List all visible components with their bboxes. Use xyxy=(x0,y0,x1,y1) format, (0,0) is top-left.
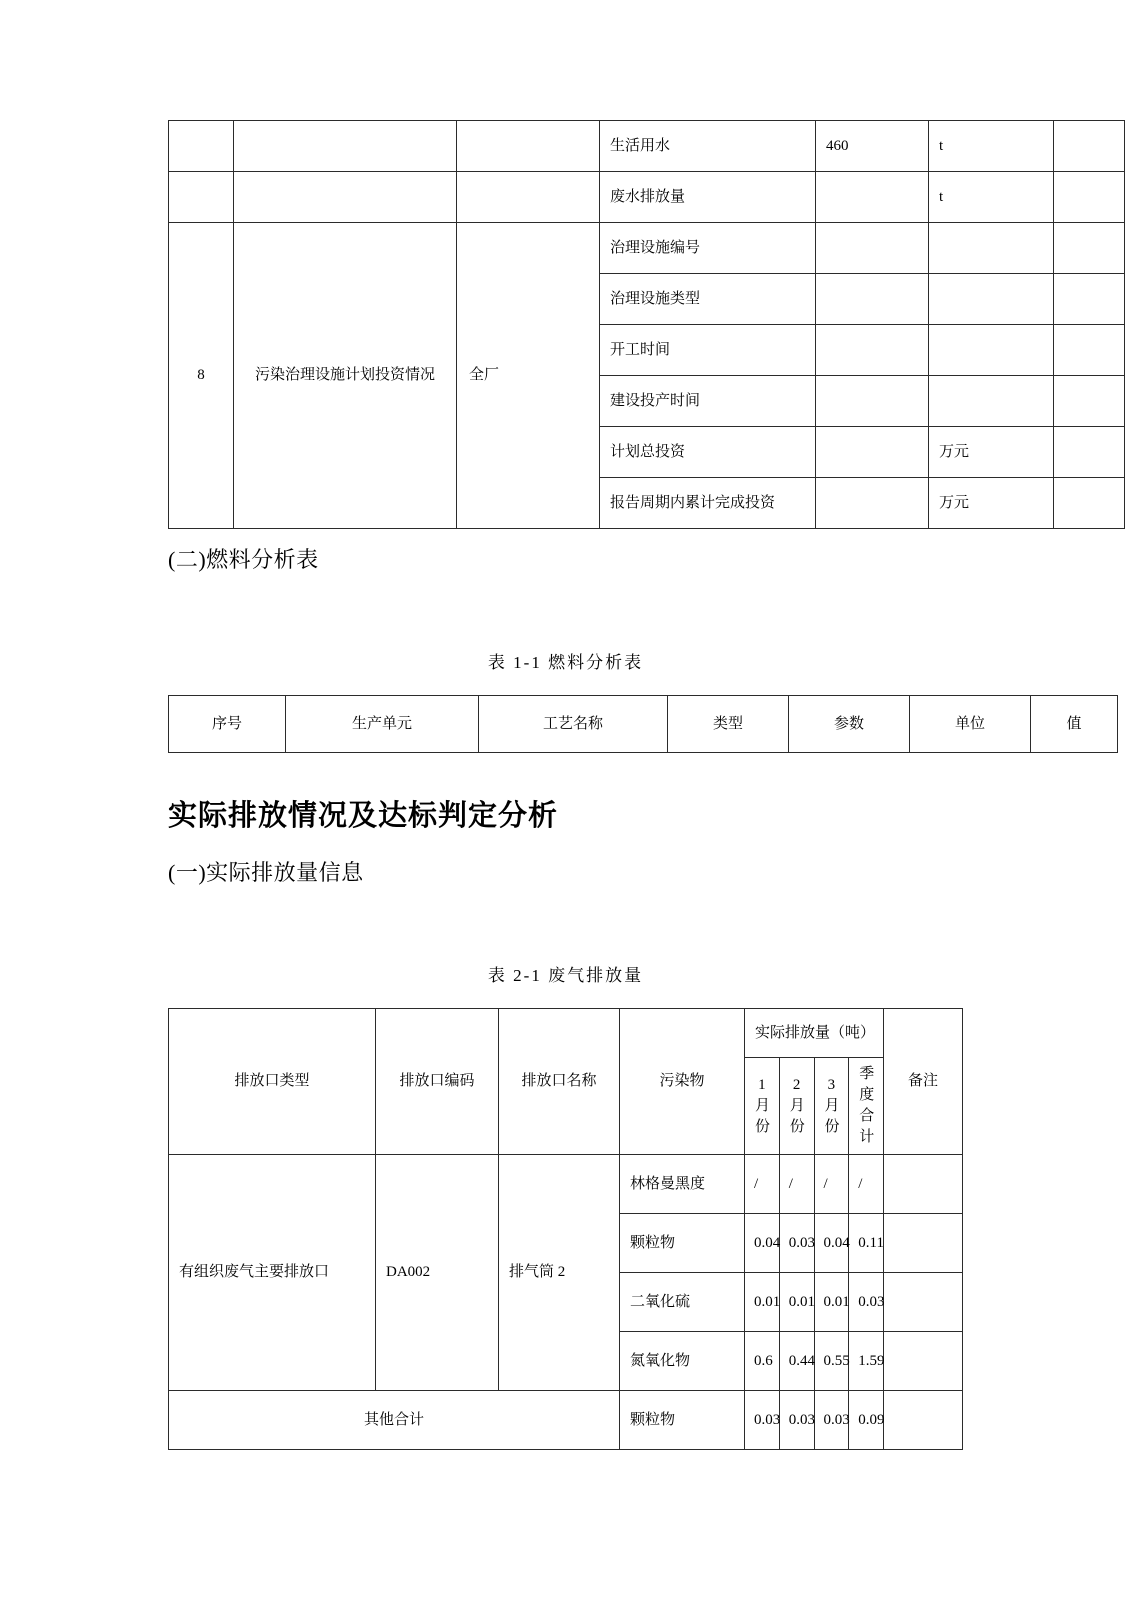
row-value xyxy=(816,223,929,274)
col-header-pollutant: 污染物 xyxy=(620,1009,745,1155)
cell-month-3: 0.01 xyxy=(814,1273,849,1332)
cell-remark xyxy=(884,1155,963,1214)
row-value xyxy=(816,172,929,223)
cell-quarter-total: 0.09 xyxy=(849,1391,884,1450)
row-remark xyxy=(1054,376,1125,427)
spacer xyxy=(168,986,963,1008)
row-item: 计划总投资 xyxy=(600,427,816,478)
spacer xyxy=(168,574,963,648)
page-title: 实际排放情况及达标判定分析 xyxy=(168,800,559,832)
row-name xyxy=(234,172,457,223)
cell-month-1: / xyxy=(745,1155,780,1214)
cell-month-2: 0.01 xyxy=(779,1273,814,1332)
row-unit: t xyxy=(929,172,1054,223)
cell-remark xyxy=(884,1332,963,1391)
cell-month-2: 0.03 xyxy=(779,1214,814,1273)
group-no: 8 xyxy=(169,223,234,529)
cell-month-1: 0.03 xyxy=(745,1391,780,1450)
row-unit xyxy=(929,325,1054,376)
col-header-unit: 生产单元 xyxy=(286,696,479,753)
col-header-outlet-type: 排放口类型 xyxy=(169,1009,376,1155)
cell-outlet-code: DA002 xyxy=(376,1155,499,1391)
col-header-quarter-total: 季度合计 xyxy=(849,1058,884,1155)
cell-month-3: 0.55 xyxy=(814,1332,849,1391)
cell-month-2: 0.44 xyxy=(779,1332,814,1391)
row-value xyxy=(816,274,929,325)
row-unit xyxy=(929,274,1054,325)
row-name xyxy=(234,121,457,172)
cell-remark xyxy=(884,1273,963,1332)
table-caption-gas: 表 2-1 废气排放量 xyxy=(487,966,644,985)
section-heading-emission: (一)实际排放量信息 xyxy=(168,860,364,885)
row-item: 治理设施类型 xyxy=(600,274,816,325)
spacer xyxy=(168,834,963,856)
col-header-param: 参数 xyxy=(789,696,910,753)
cell-month-2: 0.03 xyxy=(779,1391,814,1450)
cell-quarter-total: 0.11 xyxy=(849,1214,884,1273)
col-header-value: 值 xyxy=(1031,696,1118,753)
row-scope xyxy=(457,121,600,172)
cell-outlet-name: 排气筒 2 xyxy=(499,1155,620,1391)
cell-remark xyxy=(884,1391,963,1450)
section-heading-fuel: (二)燃料分析表 xyxy=(168,547,319,572)
row-no xyxy=(169,121,234,172)
col-header-outlet-name: 排放口名称 xyxy=(499,1009,620,1155)
table-header-row xyxy=(169,1009,963,1058)
row-item: 生活用水 xyxy=(600,121,816,172)
col-header-process: 工艺名称 xyxy=(479,696,668,753)
table-row xyxy=(169,1155,963,1214)
cell-quarter-total: 0.03 xyxy=(849,1273,884,1332)
row-value xyxy=(816,376,929,427)
cell-remark xyxy=(884,1214,963,1273)
row-value xyxy=(816,427,929,478)
row-unit: t xyxy=(929,121,1054,172)
row-unit: 万元 xyxy=(929,478,1054,529)
cell-outlet-type: 有组织废气主要排放口 xyxy=(169,1155,376,1391)
row-item: 废水排放量 xyxy=(600,172,816,223)
col-header-type: 类型 xyxy=(668,696,789,753)
col-header-actual-emission-group: 实际排放量（吨） xyxy=(745,1009,884,1058)
col-header-month-1: 1 月份 xyxy=(745,1058,780,1155)
table-row xyxy=(169,121,1125,172)
pollution-investment-table xyxy=(168,120,1125,529)
row-remark xyxy=(1054,274,1125,325)
cell-month-1: 0.01 xyxy=(745,1273,780,1332)
cell-pollutant: 颗粒物 xyxy=(620,1214,745,1273)
row-value xyxy=(816,478,929,529)
spacer xyxy=(168,673,963,695)
col-header-month-2: 2 月份 xyxy=(779,1058,814,1155)
row-unit xyxy=(929,376,1054,427)
col-header-month-3: 3 月份 xyxy=(814,1058,849,1155)
cell-pollutant: 氮氧化物 xyxy=(620,1332,745,1391)
row-unit: 万元 xyxy=(929,427,1054,478)
row-unit xyxy=(929,223,1054,274)
row-no xyxy=(169,172,234,223)
cell-month-3: / xyxy=(814,1155,849,1214)
cell-month-3: 0.04 xyxy=(814,1214,849,1273)
row-item: 开工时间 xyxy=(600,325,816,376)
row-item: 建设投产时间 xyxy=(600,376,816,427)
cell-month-1: 0.04 xyxy=(745,1214,780,1273)
cell-month-1: 0.6 xyxy=(745,1332,780,1391)
cell-month-2: / xyxy=(779,1155,814,1214)
row-item: 报告周期内累计完成投资 xyxy=(600,478,816,529)
table-row xyxy=(169,172,1125,223)
col-header-seq: 序号 xyxy=(169,696,286,753)
waste-gas-emission-table xyxy=(168,1008,963,1450)
table-caption-fuel: 表 1-1 燃料分析表 xyxy=(487,653,644,672)
row-value xyxy=(816,325,929,376)
row-remark xyxy=(1054,121,1125,172)
spacer xyxy=(168,753,963,793)
cell-month-3: 0.03 xyxy=(814,1391,849,1450)
group-scope: 全厂 xyxy=(457,223,600,529)
fuel-analysis-table xyxy=(168,695,1118,753)
cell-quarter-total: / xyxy=(849,1155,884,1214)
row-value: 460 xyxy=(816,121,929,172)
cell-pollutant: 颗粒物 xyxy=(620,1391,745,1450)
row-scope xyxy=(457,172,600,223)
row-remark xyxy=(1054,223,1125,274)
cell-pollutant: 林格曼黑度 xyxy=(620,1155,745,1214)
col-header-remark: 备注 xyxy=(884,1009,963,1155)
row-remark xyxy=(1054,172,1125,223)
row-remark xyxy=(1054,427,1125,478)
row-remark xyxy=(1054,478,1125,529)
row-remark xyxy=(1054,325,1125,376)
cell-pollutant: 二氧化硫 xyxy=(620,1273,745,1332)
table-summary-row xyxy=(169,1391,963,1450)
cell-quarter-total: 1.59 xyxy=(849,1332,884,1391)
row-item: 治理设施编号 xyxy=(600,223,816,274)
spacer xyxy=(168,887,963,961)
table-header-row xyxy=(169,696,1118,753)
col-header-unit2: 单位 xyxy=(910,696,1031,753)
group-name: 污染治理设施计划投资情况 xyxy=(234,223,457,529)
col-header-outlet-code: 排放口编码 xyxy=(376,1009,499,1155)
cell-summary-label: 其他合计 xyxy=(169,1391,620,1450)
table-row xyxy=(169,223,1125,274)
